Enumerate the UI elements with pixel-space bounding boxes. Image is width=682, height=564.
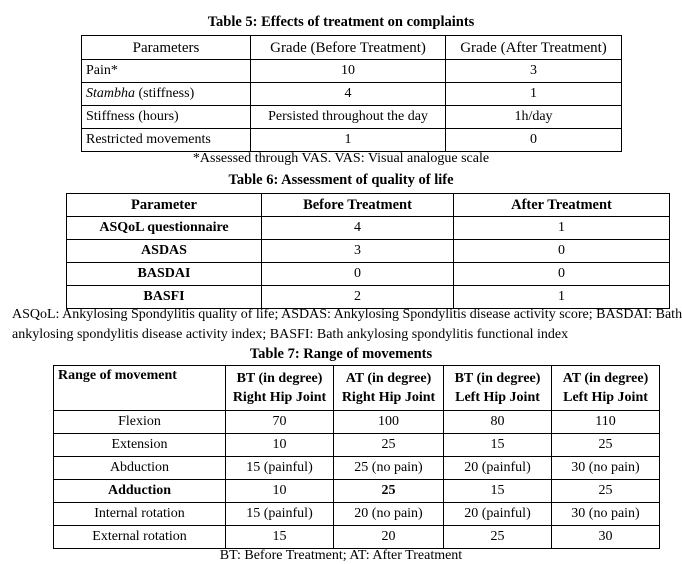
table7-row-label: External rotation [54,526,226,549]
table5-cell-before: 10 [251,60,446,83]
table6 [66,193,670,309]
table7-footnote: BT: Before Treatment; AT: After Treatment [219,548,463,563]
table7-cell: 25 [552,434,660,457]
table5-footnote: *Assessed through VAS. VAS: Visual analogue scale [192,151,490,166]
table7-cell: 20 (no pain) [334,503,444,526]
table6-cell-before: 2 [262,286,454,309]
table-row [67,240,670,263]
table7-row-label: Flexion [54,411,226,434]
table7-cell: 15 [444,480,552,503]
table7-header-line2: Left Hip Joint [563,390,648,405]
table7-cell: 100 [334,411,444,434]
table7-header-line1: AT (in degree) [562,371,649,386]
table-row [67,263,670,286]
table7-header-range [54,366,226,411]
table7-header-line1: BT (in degree) [236,371,323,386]
table7-cell: 20 (painful) [444,503,552,526]
table5-row-label: Stiffness (hours) [82,106,251,129]
table7-cell: 10 [226,434,334,457]
table7-header-line2: Right Hip Joint [341,390,436,405]
table5-cell-before: 4 [251,83,446,106]
table7-header-row [54,366,660,411]
table7-header-at-left [552,366,660,411]
table-row [67,217,670,240]
table5-cell-before: Persisted throughout the day [251,106,446,129]
table5 [81,35,622,152]
table7-row-label: Extension [54,434,226,457]
table7-cell: 25 [552,480,660,503]
table5-cell-after: 0 [446,129,622,152]
table5-header-parameters: Parameters [82,36,251,60]
table6-header-parameter: Parameter [67,194,262,217]
table7-header-at-right [334,366,444,411]
table7-cell: 80 [444,411,552,434]
table7-row-label: Internal rotation [54,503,226,526]
table5-title: Table 5: Effects of treatment on complaints [207,14,475,30]
table6-footnote-line1: ASQoL: Ankylosing Spondylitis quality of life; ASDAS: Ankylosing Spondylitis disease activity score; BASDAI: Bath [12,307,682,322]
table5-cell-before: 1 [251,129,446,152]
table7-header-line2: Left Hip Joint [455,390,540,405]
table7-header-line1: Range of movement [58,368,177,383]
table7-cell: 25 (no pain) [334,457,444,480]
table-row [82,106,622,129]
table5-header-after: Grade (After Treatment) [446,36,622,60]
table7-header-line1: AT (in degree) [345,371,432,386]
table7-cell: 25 [444,526,552,549]
table6-header-before: Before Treatment [262,194,454,217]
table6-cell-after: 0 [454,240,670,263]
table6-cell-before: 4 [262,217,454,240]
table7-header-line2: Right Hip Joint [232,390,327,405]
table7-cell: 30 (no pain) [552,503,660,526]
table7-cell: 30 [552,526,660,549]
table6-header-row [67,194,670,217]
stambha-italic: Stambha [86,86,135,101]
table7-row-label: Abduction [54,457,226,480]
table6-cell-after: 1 [454,217,670,240]
table6-header-after: After Treatment [454,194,670,217]
table6-row-label: BASDAI [67,263,262,286]
table-row [82,129,622,152]
table6-row-label: ASQoL questionnaire [67,217,262,240]
table7-header-bt-right [226,366,334,411]
table7-header-bt-left [444,366,552,411]
table6-row-label: ASDAS [67,240,262,263]
table-row [54,434,660,457]
table5-header-row [82,36,622,60]
table6-cell-before: 3 [262,240,454,263]
table-row [54,411,660,434]
table-row [82,83,622,106]
table5-cell-after: 3 [446,60,622,83]
table5-row-label: Pain* [82,60,251,83]
table7-header-line1: BT (in degree) [454,371,541,386]
table7-cell: 10 [226,480,334,503]
table5-row-label [82,83,251,106]
table5-row-label: Restricted movements [82,129,251,152]
table7-cell: 20 [334,526,444,549]
table6-cell-before: 0 [262,263,454,286]
table7-cell: 15 (painful) [226,503,334,526]
table5-header-before: Grade (Before Treatment) [251,36,446,60]
table6-cell-after: 1 [454,286,670,309]
table5-cell-after: 1 [446,83,622,106]
table-row [54,526,660,549]
table7-title: Table 7: Range of movements [249,346,433,362]
table7-cell: 15 (painful) [226,457,334,480]
table6-cell-after: 0 [454,263,670,286]
table7 [53,365,660,549]
table7-cell: 15 [226,526,334,549]
table6-row-label: BASFI [67,286,262,309]
table7-cell: 70 [226,411,334,434]
table7-cell: 15 [444,434,552,457]
table6-footnote [12,305,682,345]
table-row [54,480,660,503]
stiffness-suffix: (stiffness) [135,86,195,101]
table7-cell: 25 [334,480,444,503]
table6-footnote-line2: ankylosing spondylitis disease activity index; BASFI: Bath ankylosing spondylitis functional index [12,327,569,342]
table-row [54,503,660,526]
table-row [82,60,622,83]
table7-cell: 30 (no pain) [552,457,660,480]
table-row [54,457,660,480]
table7-row-label: Adduction [54,480,226,503]
table7-cell: 110 [552,411,660,434]
table7-cell: 20 (painful) [444,457,552,480]
table6-title: Table 6: Assessment of quality of life [228,172,454,188]
table5-cell-after: 1h/day [446,106,622,129]
table7-cell: 25 [334,434,444,457]
